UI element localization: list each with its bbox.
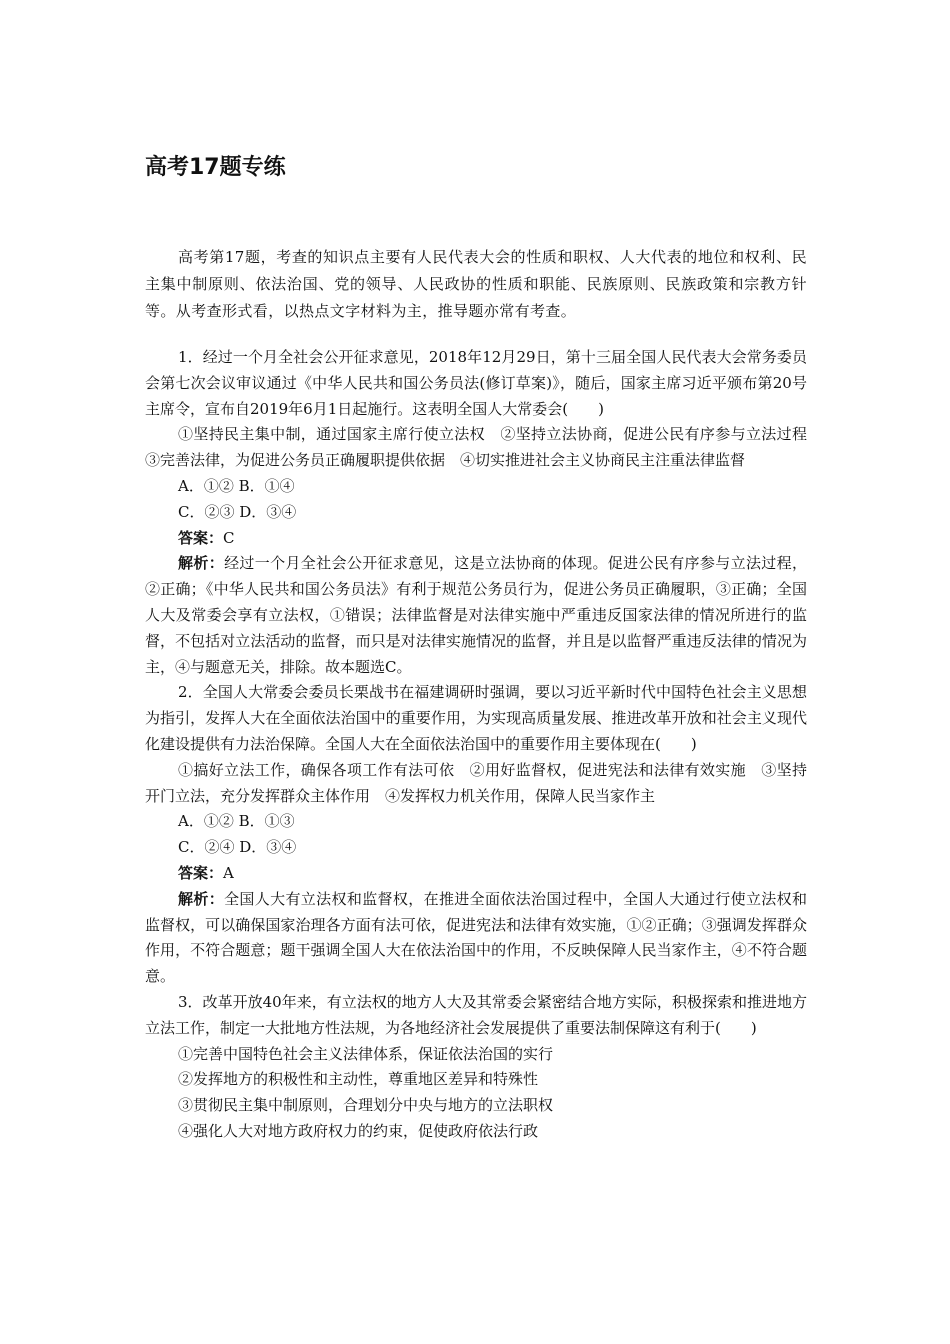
answer-value: C xyxy=(223,528,235,547)
choices-ab: A．①② B．①③ xyxy=(178,812,295,831)
analysis-label: 解析： xyxy=(178,554,225,573)
answer-line xyxy=(145,861,807,887)
statement-1: ①完善中国特色社会主义法律体系，保证依法治国的实行 xyxy=(178,1044,554,1063)
choices-ab: A．①② B．①④ xyxy=(178,476,295,495)
analysis-text: 全国人大有立法权和监督权，在推进全面依法治国过程中，全国人大通过行使立法权和监督权，可以确保国家治理各方面有法可依，促进宪法和法律有效实施，①②正确；③强调发挥群众作用，不符合题意；题干强调全国人大在依法治国中的作用，不反映保障人民当家作主，④不符合题意。 xyxy=(145,889,807,986)
page-title: 高考17题专练 xyxy=(145,155,286,180)
answer-line xyxy=(145,526,807,552)
statement-3: ③贯彻民主集中制原则，合理划分中央与地方的立法职权 xyxy=(178,1096,554,1115)
choices-cd: C．②④ D．③④ xyxy=(178,838,297,857)
question-2 xyxy=(145,680,807,990)
analysis-text: 经过一个月全社会公开征求意见，这是立法协商的体现。促进公民有序参与立法过程，②正确；《中华人民共和国公务员法》有利于规范公务员行为，促进公务员正确履职，③正确；全国人大及常委会享有立法权，①错误；法律监督是对法律实施中严重违反国家法律的情况所进行的监督，不包括对立法活动的监督，而只是对法律实施情况的监督，并且是以监督严重违反法律的情况为主，④与题意无关，排除。故本题选C。 xyxy=(145,554,807,676)
intro-paragraph: 高考第17题，考查的知识点主要有人民代表大会的性质和职权、人大代表的地位和权利、民主集中制原则、依法治国、党的领导、人民政协的性质和职能、民族原则、民族政策和宗教方针等。从考查形式看，以热点文字材料为主，推导题亦常有考查。 xyxy=(145,248,807,320)
analysis-label: 解析： xyxy=(178,889,225,908)
question-3 xyxy=(145,990,807,1145)
statement-4: ④强化人大对地方政府权力的约束，促使政府依法行政 xyxy=(178,1121,539,1140)
answer-label: 答案： xyxy=(178,528,224,547)
analysis-paragraph xyxy=(145,887,807,990)
question-stem: 3．改革开放40年来，有立法权的地方人大及其常委会紧密结合地方实际，积极探索和推进地方立法工作，制定一大批地方性法规，为各地经济社会发展提供了重要法制保障这有利于( ) xyxy=(145,992,807,1037)
question-statements: ①搞好立法工作，确保各项工作有法可依 ②用好监督权，促进宪法和法律有效实施 ③坚持开门立法，充分发挥群众主体作用 ④发挥权力机关作用，保障人民当家作主 xyxy=(145,760,807,805)
choices-cd: C．②③ D．③④ xyxy=(178,502,297,521)
question-stem: 1．经过一个月全社会公开征求意见，2018年12月29日，第十三届全国人民代表大会常务委员会第七次会议审议通过《中华人民共和国公务员法(修订草案)》，随后，国家主席习近平颁布第20号主席令，宣布自2019年6月1日起施行。这表明全国人大常委会( ) xyxy=(145,348,807,418)
question-statements: ①坚持民主集中制，通过国家主席行使立法权 ②坚持立法协商，促进公民有序参与立法过程 ③完善法律，为促进公务员正确履职提供依据 ④切实推进社会主义协商民主注重法律监督 xyxy=(145,425,823,470)
analysis-paragraph xyxy=(145,551,807,680)
document-page xyxy=(145,152,823,1145)
statement-2: ②发挥地方的积极性和主动性，尊重地区差异和特殊性 xyxy=(178,1070,539,1089)
answer-label: 答案： xyxy=(178,863,224,882)
question-1 xyxy=(145,345,823,680)
answer-value: A xyxy=(223,863,234,882)
question-stem: 2．全国人大常委会委员长栗战书在福建调研时强调，要以习近平新时代中国特色社会主义思想为指引，发挥人大在全面依法治国中的重要作用，为实现高质量发展、推进改革开放和社会主义现代化建设提供有力法治保障。全国人大在全面依法治国中的重要作用主要体现在( ) xyxy=(145,683,807,753)
